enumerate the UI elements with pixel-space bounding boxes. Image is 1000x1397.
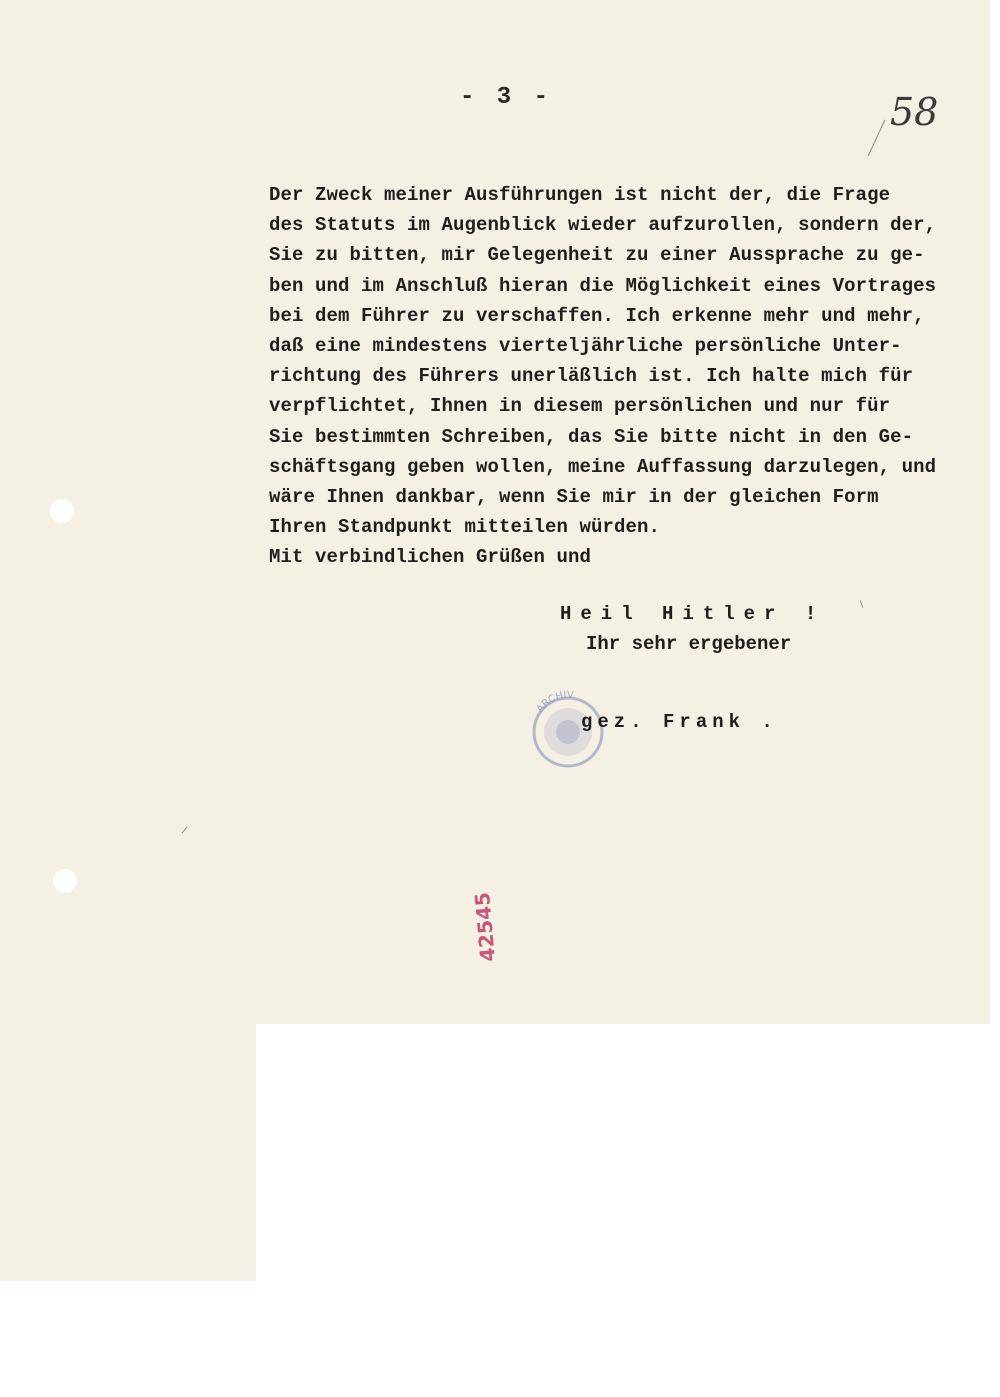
letter-line: bei dem Führer zu verschaffen. Ich erkenne mehr und mehr, <box>269 304 925 327</box>
letter-line: des Statuts im Augenblick wieder aufzurollen, sondern der, <box>269 214 937 237</box>
inventory-stamp-number: 42545 <box>470 891 500 963</box>
punch-hole-icon <box>53 869 77 893</box>
page-number: - 3 - <box>460 84 553 111</box>
letter-line: ben und im Anschluß hieran die Möglichkeit eines Vortrages <box>269 274 937 297</box>
letter-line: verpflichtet, Ihnen in diesem persönlichen und nur für <box>269 395 891 418</box>
scan-margin <box>990 0 1000 1024</box>
letter-line: Ihren Standpunkt mitteilen würden. <box>269 516 661 539</box>
letter-body <box>269 180 981 573</box>
letter-line: Sie bestimmten Schreiben, das Sie bitte nicht in den Ge- <box>269 425 914 448</box>
letter-line: daß eine mindestens vierteljährliche persönliche Unter- <box>269 335 902 358</box>
letter-line: wäre Ihnen dankbar, wenn Sie mir in der gleichen Form <box>269 486 879 509</box>
letter-line: Der Zweck meiner Ausführungen ist nicht der, die Frage <box>269 184 891 206</box>
letter-line: Sie zu bitten, mir Gelegenheit zu einer Aussprache zu ge- <box>269 244 925 267</box>
inventory-stamp-icon <box>465 885 505 965</box>
folio-number: 58 <box>890 90 939 134</box>
letter-line: richtung des Führers unerläßlich ist. Ich halte mich für <box>269 365 914 388</box>
scan-blank-area <box>256 1024 1000 1397</box>
punch-hole-icon <box>50 499 74 523</box>
signature: gez. Frank . <box>581 711 778 733</box>
letter-line: schäftsgang geben wollen, meine Auffassung darzulegen, und <box>269 455 937 478</box>
closing-salutation: Heil Hitler ! <box>560 603 826 625</box>
letter-line: Mit verbindlichen Grüßen und <box>269 546 592 569</box>
seal-text: ARCHIV <box>534 690 574 715</box>
closing-regards: Ihr sehr ergebener <box>586 633 792 655</box>
scan-blank-strip <box>0 1281 256 1397</box>
